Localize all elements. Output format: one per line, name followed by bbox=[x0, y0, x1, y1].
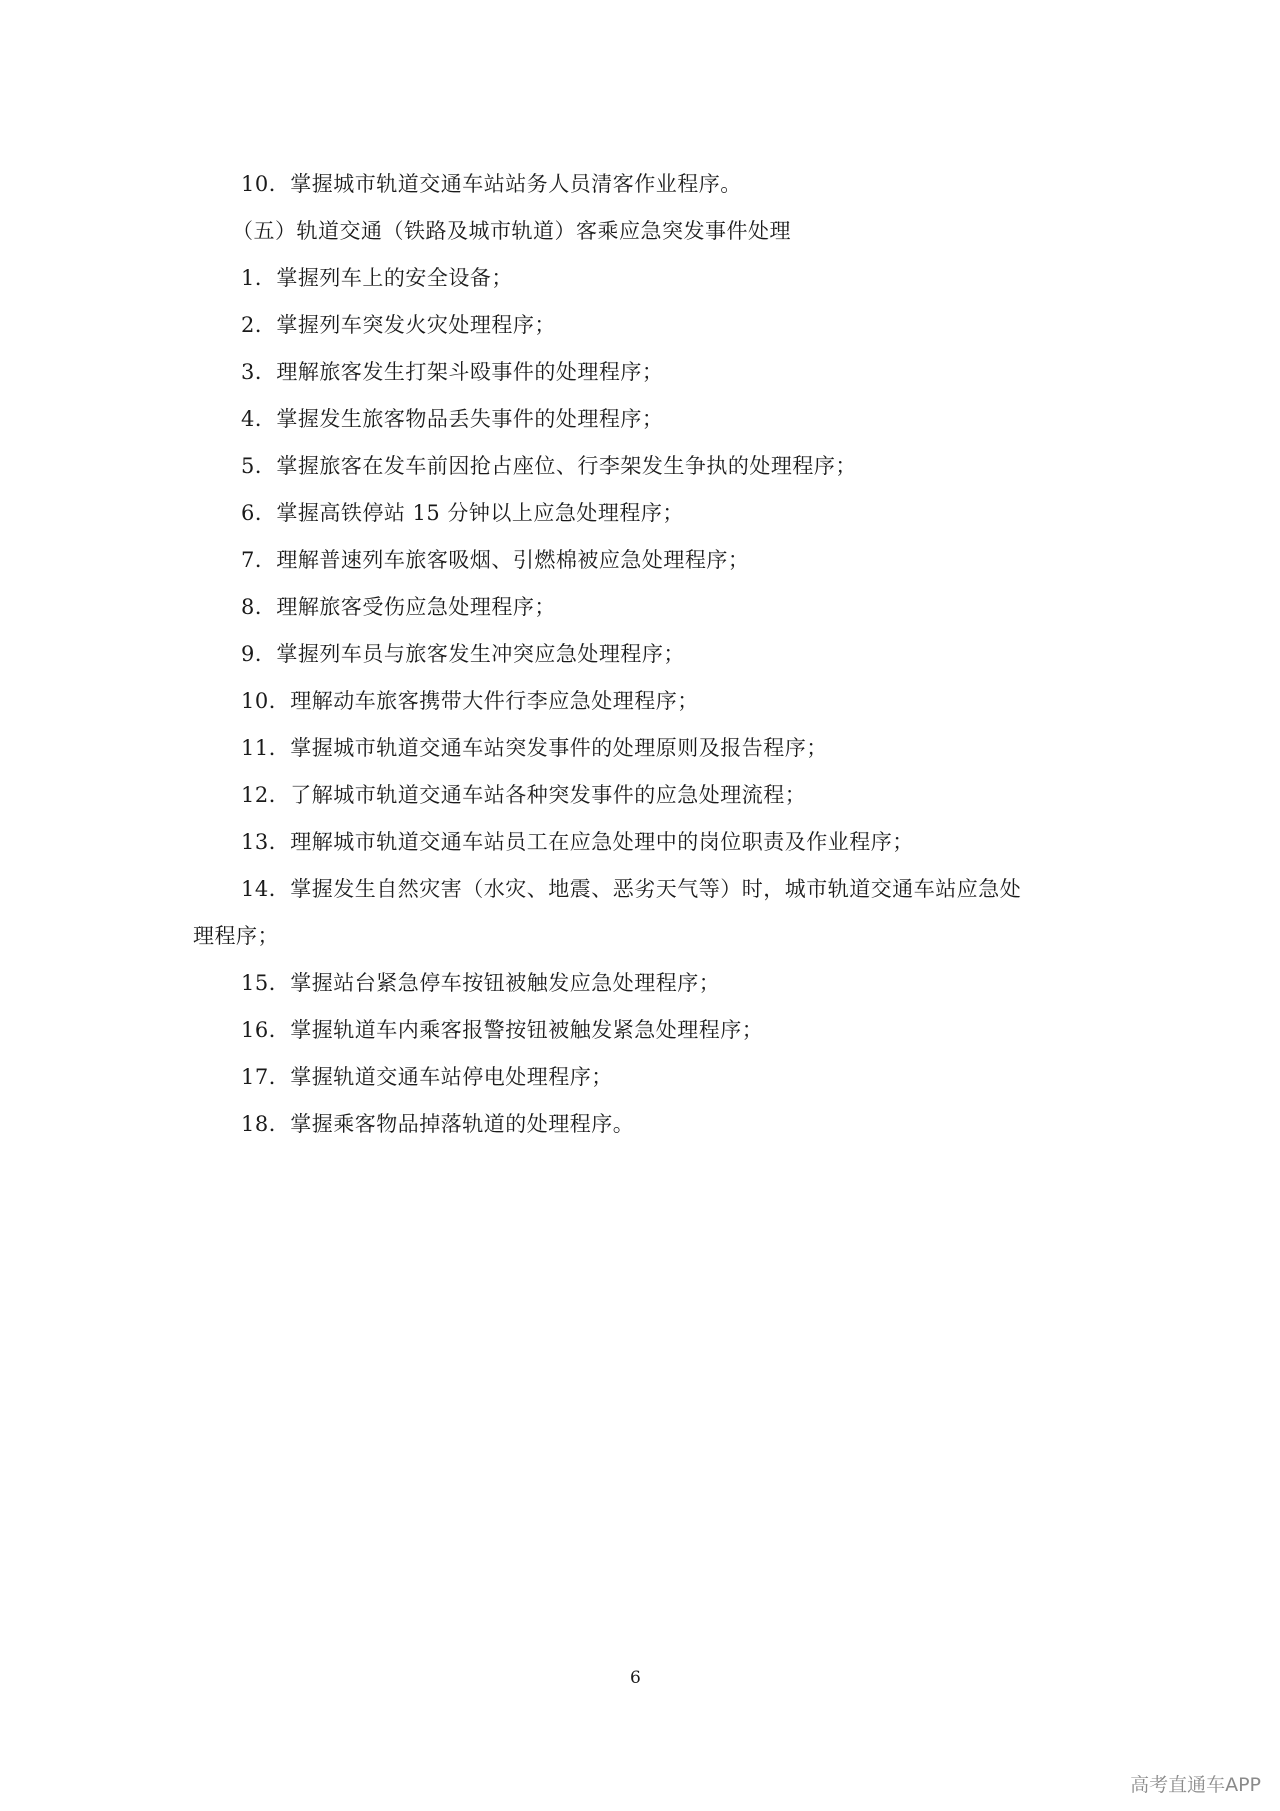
list-item: 10．理解动车旅客携带大件行李应急处理程序； bbox=[241, 689, 699, 713]
list-item: 3．理解旅客发生打架斗殴事件的处理程序； bbox=[241, 360, 664, 384]
watermark: 高考直通车APP bbox=[1130, 1774, 1261, 1796]
list-item: 2．掌握列车突发火灾处理程序； bbox=[241, 313, 556, 337]
list-item: 7．理解普速列车旅客吸烟、引燃棉被应急处理程序； bbox=[241, 548, 750, 572]
list-item: 8．理解旅客受伤应急处理程序； bbox=[241, 595, 556, 619]
page-number: 6 bbox=[630, 1668, 641, 1688]
list-item: 1．掌握列车上的安全设备； bbox=[241, 266, 513, 290]
list-item: 18．掌握乘客物品掉落轨道的处理程序。 bbox=[241, 1112, 635, 1136]
list-item: 10．掌握城市轨道交通车站站务人员清客作业程序。 bbox=[241, 172, 742, 196]
list-item: 9．掌握列车员与旅客发生冲突应急处理程序； bbox=[241, 642, 685, 666]
list-item: 12．了解城市轨道交通车站各种突发事件的应急处理流程； bbox=[241, 783, 807, 807]
list-item: 11．掌握城市轨道交通车站突发事件的处理原则及报告程序； bbox=[241, 736, 828, 760]
list-item: 17．掌握轨道交通车站停电处理程序； bbox=[241, 1065, 613, 1089]
list-item: 4．掌握发生旅客物品丢失事件的处理程序； bbox=[241, 407, 664, 431]
list-item: 14．掌握发生自然灾害（水灾、地震、恶劣天气等）时，城市轨道交通车站应急处 bbox=[241, 877, 1022, 901]
list-item: 5．掌握旅客在发车前因抢占座位、行李架发生争执的处理程序； bbox=[241, 454, 857, 478]
list-item: 15．掌握站台紧急停车按钮被触发应急处理程序； bbox=[241, 971, 721, 995]
section-heading: （五）轨道交通（铁路及城市轨道）客乘应急突发事件处理 bbox=[232, 219, 791, 243]
list-item: 6．掌握高铁停站 15 分钟以上应急处理程序； bbox=[241, 501, 684, 525]
list-item: 13．理解城市轨道交通车站员工在应急处理中的岗位职责及作业程序； bbox=[241, 830, 914, 854]
list-item-continuation: 理程序； bbox=[193, 924, 279, 948]
list-item: 16．掌握轨道车内乘客报警按钮被触发紧急处理程序； bbox=[241, 1018, 764, 1042]
